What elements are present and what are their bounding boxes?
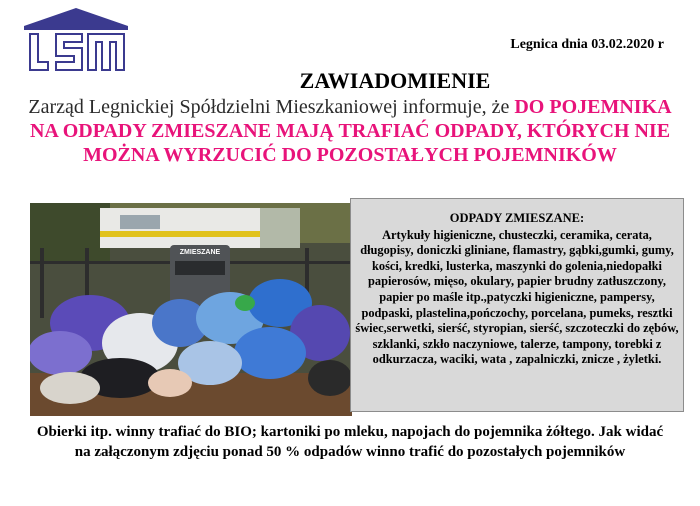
notice-title: ZAWIADOMIENIE — [299, 68, 491, 93]
notice-intro — [20, 95, 680, 167]
intro-highlight: DO POJEMNIKA NA ODPADY ZMIESZANE MAJĄ TRAFIAĆ ODPADY, KTÓRYCH NIE MOŻNA WYRZUCIĆ DO POZOSTAŁYCH POJEMNIKÓW — [29, 96, 672, 166]
waste-photo — [30, 203, 352, 416]
footer-note: Obierki itp. winny trafiać do BIO; kartoniki po mleku, napojach do pojemnika żółtego. Jak widać na załączonym zdjęciu ponad 50 % odpadów winno trafić do pozostałych pojemników — [36, 424, 664, 460]
intro-text: Zarząd Legnickiej Spółdzielni Mieszkaniowej informuje, że — [28, 96, 515, 118]
lsm-logo-icon — [22, 6, 130, 74]
bin-label: ZMIESZANE — [179, 249, 221, 256]
waste-photo-illustration — [30, 203, 352, 416]
mixed-waste-heading: ODPADY ZMIESZANE: — [449, 211, 585, 225]
mixed-waste-items: Artykuły higieniczne, chusteczki, ceramika, cerata, długopisy, doniczki gliniane, flamastry, gąbki,gumki, gumy, kości, kredki, lusterka, maszynki do golenia,niedopałki papierosów, mięso, okulary, papier brudny zatłuszczony, papier po maśle itp.,patyczki higieniczne, pampersy, podpaski, plastelina,pończochy, porcelana, pumeks, resztki świec,serwetki, sierść, styropian, sierść, szczoteczki do zębów, szklanki, szkło naczyniowe, talerze, tampony, torebki z odkurzacza, waciki, wata , zapalniczki, znicze , żyletki. — [355, 227, 679, 367]
mixed-waste-list — [350, 198, 684, 412]
document-date: Legnica dnia 03.02.2020 r — [510, 37, 664, 52]
